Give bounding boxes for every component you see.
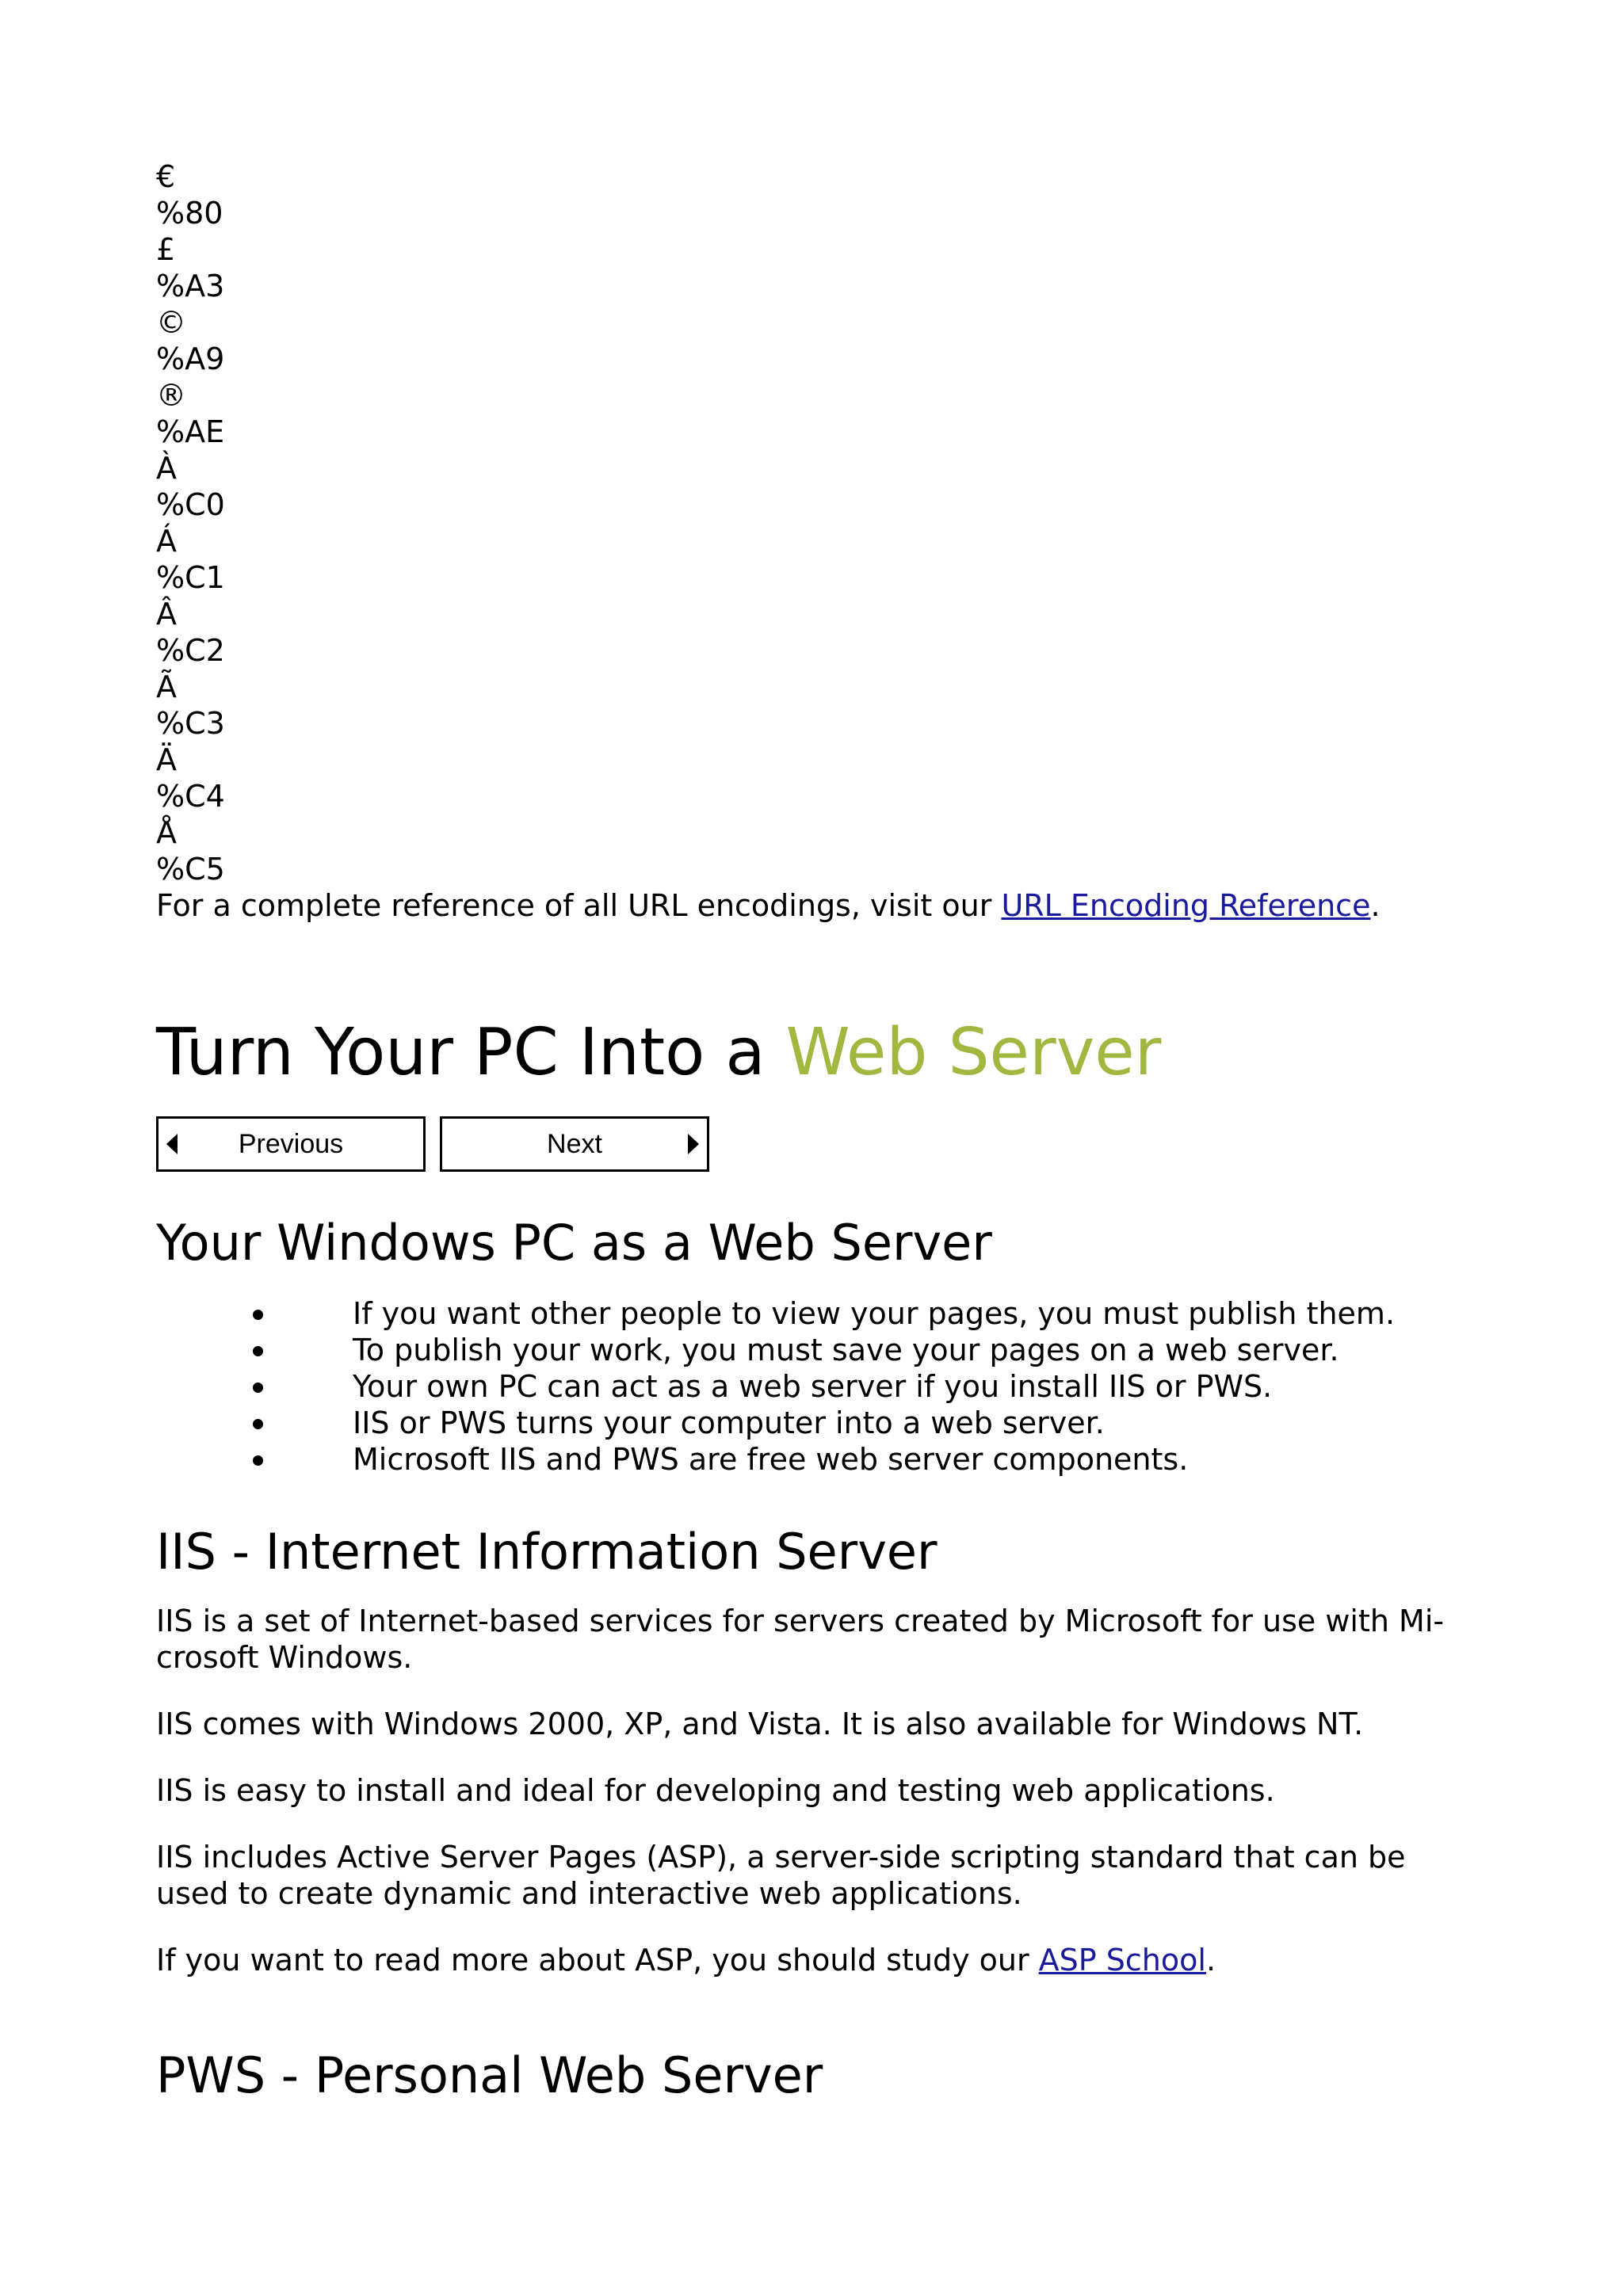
list-item [156,1405,1472,1441]
previous-label: Previous [238,1128,344,1159]
section-heading-windows-pc: Your Windows PC as a Web Server [156,1214,992,1272]
list-item-text: Microsoft IIS and PWS are free web server components. [353,1442,1189,1477]
encoding-code: %C5 [156,852,225,887]
encoding-char: © [156,305,186,340]
list-item-text: IIS or PWS turns your computer into a web server. [353,1405,1105,1440]
bullet-icon [253,1310,263,1320]
list-item [156,1332,1472,1368]
encoding-code: %C4 [156,779,225,814]
paragraph: IIS is easy to install and ideal for developing and testing web applications. [156,1773,1275,1808]
encoding-code: %80 [156,196,223,231]
next-button[interactable] [440,1116,709,1172]
page-content [156,158,1472,2106]
encoding-char: Ã [156,669,177,704]
encoding-char: Á [156,524,177,559]
encoding-char: Ä [156,742,177,777]
paragraph [156,1603,1472,1676]
paragraph-line: IIS includes Active Server Pages (ASP), a server-side scripting standard that can be [156,1840,1406,1875]
paragraph-line: IIS is a set of Internet-based services for servers created by Microsoft for use with Mi- [156,1604,1445,1638]
paragraph: IIS comes with Windows 2000, XP, and Vista. It is also available for Windows NT. [156,1707,1364,1741]
encoding-code: %C1 [156,560,225,595]
encoding-char: Å [156,815,177,850]
bullet-icon [253,1455,263,1466]
section-heading-pws: PWS - Personal Web Server [156,2046,823,2104]
list-item [156,1441,1472,1478]
encoding-char: À [156,451,177,486]
previous-button[interactable] [156,1116,426,1172]
bullet-icon [253,1419,263,1429]
arrow-left-icon [166,1134,178,1154]
page-navigation [156,1116,1472,1172]
list-item-text: If you want other people to view your pages, you must publish them. [353,1296,1396,1331]
paragraph-line: crosoft Windows. [156,1640,413,1675]
next-label: Next [547,1128,602,1159]
url-encoding-list [156,158,1472,887]
encoding-char: ® [156,378,186,413]
reference-prefix: For a complete reference of all URL encodings, visit our [156,888,1002,923]
section-heading-iis: IIS - Internet Information Server [156,1523,938,1581]
encoding-code: %C3 [156,706,225,741]
title-main: Turn Your PC Into a [156,1015,786,1090]
encoding-code: %A9 [156,341,225,376]
asp-school-link[interactable]: ASP School [1038,1943,1206,1978]
paragraph [156,1839,1472,1912]
bullet-list [156,1295,1472,1478]
list-item-text: To publish your work, you must save your pages on a web server. [353,1333,1339,1367]
title-accent: Web Server [785,1015,1162,1090]
asp-suffix: . [1205,1943,1216,1978]
encoding-char: € [156,159,176,194]
list-item [156,1368,1472,1405]
asp-prefix: If you want to read more about ASP, you should study our [156,1943,1039,1978]
bullet-icon [253,1383,263,1393]
url-encoding-reference-link[interactable]: URL Encoding Reference [1001,888,1371,923]
arrow-right-icon [688,1134,699,1154]
encoding-char: Â [156,597,177,631]
encoding-code: %A3 [156,269,225,303]
iis-paragraphs [156,1603,1472,1978]
list-item [156,1295,1472,1332]
encoding-code: %C2 [156,633,225,668]
page-title [156,1013,1472,1093]
paragraph-line: used to create dynamic and interactive web applications. [156,1876,1022,1911]
list-item-text: Your own PC can act as a web server if you install IIS or PWS. [353,1369,1273,1404]
encoding-code: %AE [156,414,225,449]
reference-suffix: . [1370,888,1381,923]
bullet-icon [253,1346,263,1356]
paragraph [156,1942,1472,1978]
reference-line [156,887,1472,924]
encoding-char: £ [156,232,176,267]
encoding-code: %C0 [156,487,225,522]
